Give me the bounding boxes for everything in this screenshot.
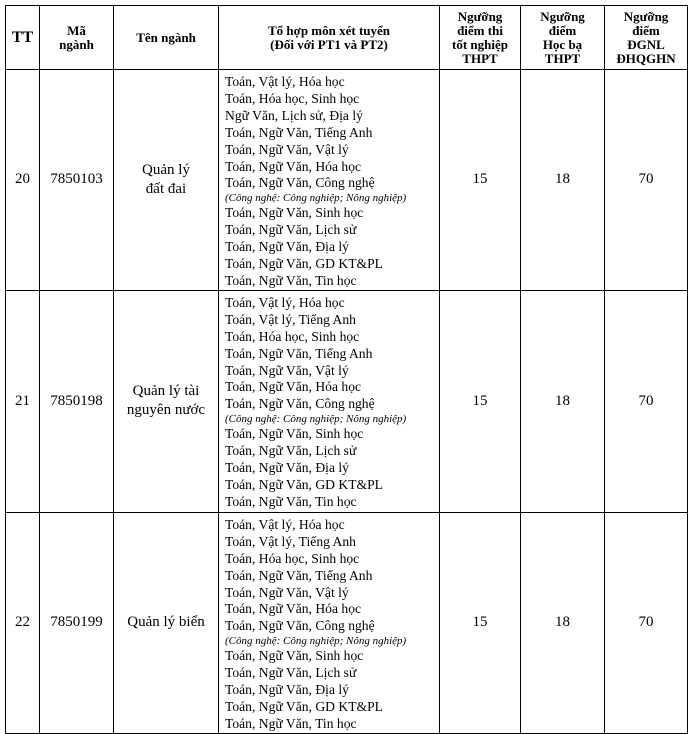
row-thpt-threshold: 15: [440, 290, 521, 512]
combo-item: Toán, Vật lý, Tiếng Anh: [225, 311, 356, 327]
combo-item: Toán, Ngữ Văn, Công nghệ: [225, 618, 375, 634]
row-code: 7850199: [40, 512, 114, 733]
combo-item: Toán, Ngữ Văn, Sinh học: [225, 426, 364, 442]
combo-item: Toán, Ngữ Văn, Địa lý: [225, 239, 349, 255]
header-tt: [6, 6, 40, 70]
header-hocba-line: Học bạ: [542, 36, 583, 52]
combo-item: Toán, Ngữ Văn, Tiếng Anh: [225, 567, 373, 583]
header-name-label: Tên ngành: [136, 29, 196, 45]
combo-item: Toán, Ngữ Văn, Tiếng Anh: [225, 345, 373, 361]
header-combo-line: Tổ hợp môn xét tuyển: [267, 22, 391, 38]
row-code: 7850103: [40, 70, 114, 291]
combo-item: Toán, Ngữ Văn, Tiếng Anh: [225, 124, 373, 140]
combo-item: Toán, Ngữ Văn, Công nghệ: [225, 175, 375, 191]
row-name: [114, 290, 219, 512]
row-combos: [219, 290, 440, 512]
combo-item: Toán, Ngữ Văn, Sinh học: [225, 205, 364, 221]
header-name: [114, 6, 219, 70]
row-hocba-threshold: 18: [521, 512, 605, 733]
row-combos: [219, 70, 440, 291]
combo-item: Toán, Ngữ Văn, Vật lý: [225, 584, 349, 600]
row-name-line: Quản lý biển: [127, 614, 205, 631]
combo-note: (Công nghệ: Công nghiệp; Nông nghiệp): [225, 413, 407, 426]
combo-note: (Công nghệ: Công nghiệp; Nông nghiệp): [225, 192, 407, 205]
row-name: [114, 70, 219, 291]
header-hocba-line: Ngưỡng: [540, 8, 585, 24]
row-combos: [219, 512, 440, 733]
combo-item: Toán, Ngữ Văn, Địa lý: [225, 682, 349, 698]
admission-table: [5, 5, 688, 734]
row-thpt-threshold: 15: [440, 70, 521, 291]
row-name-line: Quản lý: [142, 161, 190, 178]
row-hocba-threshold: 18: [521, 290, 605, 512]
row-tt: 22: [6, 512, 40, 733]
combo-item: Toán, Vật lý, Hóa học: [225, 516, 345, 532]
combo-item: Toán, Ngữ Văn, GD KT&PL: [225, 698, 383, 714]
header-hocba-line: THPT: [544, 50, 581, 66]
row-name-line: đất đai: [145, 180, 187, 197]
row-hocba-threshold: 18: [521, 70, 605, 291]
combo-item: Toán, Vật lý, Tiếng Anh: [225, 533, 356, 549]
header-thpt-line: tốt nghiệp: [452, 36, 508, 52]
header-combo: [219, 6, 440, 70]
combo-item: Toán, Ngữ Văn, Vật lý: [225, 362, 349, 378]
table-row: [6, 70, 688, 291]
combo-note: (Công nghệ: Công nghiệp; Nông nghiệp): [225, 635, 407, 648]
header-tt-label: TT: [11, 28, 34, 46]
header-hocba: [521, 6, 605, 70]
header-row: [6, 6, 688, 70]
combo-item: Toán, Ngữ Văn, Tin học: [225, 715, 357, 731]
header-thpt: [440, 6, 521, 70]
header-dgnl-line: ĐHQGHN: [616, 50, 676, 66]
header-code: [40, 6, 114, 70]
header-thpt-line: THPT: [462, 50, 498, 66]
header-dgnl-line: điểm: [632, 22, 660, 38]
combo-item: Toán, Ngữ Văn, Lịch sử: [225, 443, 357, 459]
combo-item: Toán, Ngữ Văn, Lịch sử: [225, 665, 357, 681]
combo-item: Toán, Ngữ Văn, Hóa học: [225, 601, 362, 617]
header-thpt-line: Ngưỡng: [457, 8, 503, 24]
row-dgnl-threshold: 70: [605, 70, 688, 291]
header-dgnl-line: Ngưỡng: [623, 8, 669, 24]
row-dgnl-threshold: 70: [605, 290, 688, 512]
row-tt: 20: [6, 70, 40, 291]
combo-item: Toán, Vật lý, Hóa học: [225, 294, 345, 310]
row-name-line: Quản lý tài: [132, 383, 200, 400]
table-row: [6, 512, 688, 733]
header-thpt-line: điểm thi: [457, 22, 503, 38]
header-code-line: ngành: [59, 36, 94, 52]
combo-item: Toán, Ngữ Văn, Vật lý: [225, 141, 349, 157]
combo-item: Toán, Hóa học, Sinh học: [225, 550, 360, 566]
combo-item: Toán, Ngữ Văn, Hóa học: [225, 158, 362, 174]
combo-item: Toán, Hóa học, Sinh học: [225, 328, 360, 344]
row-thpt-threshold: 15: [440, 512, 521, 733]
header-dgnl: [605, 6, 688, 70]
combo-item: Toán, Ngữ Văn, Địa lý: [225, 460, 349, 476]
row-tt: 21: [6, 290, 40, 512]
row-name: [114, 512, 219, 733]
combo-item: Toán, Ngữ Văn, Hóa học: [225, 379, 362, 395]
combo-item: Toán, Ngữ Văn, GD KT&PL: [225, 256, 383, 272]
header-dgnl-line: ĐGNL: [627, 36, 665, 52]
combo-item: Toán, Ngữ Văn, Lịch sử: [225, 222, 357, 238]
row-dgnl-threshold: 70: [605, 512, 688, 733]
header-code-line: Mã: [67, 22, 86, 38]
combo-item: Toán, Ngữ Văn, Tin học: [225, 493, 357, 509]
combo-item: Toán, Vật lý, Hóa học: [225, 74, 345, 89]
header-hocba-line: điểm: [548, 22, 577, 38]
combo-item: Toán, Ngữ Văn, Công nghệ: [225, 396, 375, 412]
combo-item: Toán, Ngữ Văn, Tin học: [225, 272, 357, 288]
row-code: 7850198: [40, 290, 114, 512]
table-row: [6, 290, 688, 512]
row-name-line: nguyên nước: [126, 402, 206, 419]
combo-item: Toán, Ngữ Văn, GD KT&PL: [225, 476, 383, 492]
combo-item: Ngữ Văn, Lịch sử, Địa lý: [225, 107, 363, 123]
header-combo-line: (Đối với PT1 và PT2): [270, 36, 388, 52]
combo-item: Toán, Hóa học, Sinh học: [225, 90, 360, 106]
combo-item: Toán, Ngữ Văn, Sinh học: [225, 648, 364, 664]
